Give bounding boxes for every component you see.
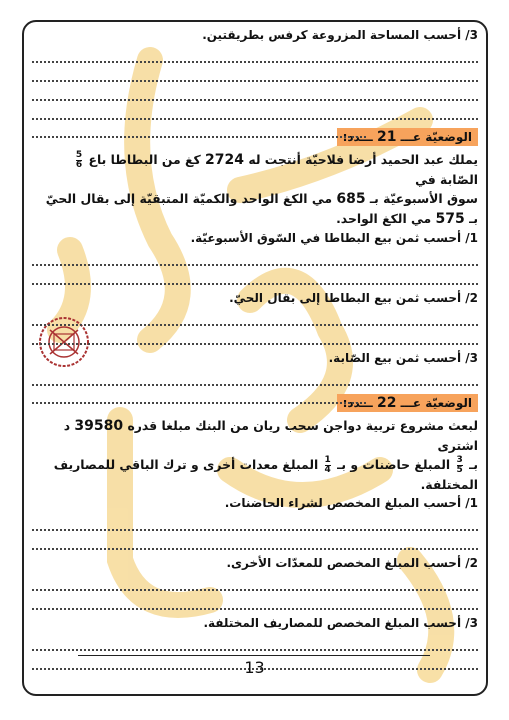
footer-divider <box>78 655 430 656</box>
situation-22-heading: الوضعيّة عـــ 22 ـــدد: <box>337 394 478 412</box>
answer-line <box>32 63 478 82</box>
question-previous-3: 3/ أحسب المساحة المزروعة كرفس بطريقتين. <box>202 28 478 42</box>
situation-21-question-2: 2/ أحسب ثمن بيع البطاطا إلى بقال الحيّ. <box>229 291 478 305</box>
heading-dotted-line <box>32 136 366 138</box>
situation-21-text-line-2: سوق الأسبوعيّة بـ 685 مي الكغ الواحد والكميّة المتبقيّة إلى بقال الحيّ <box>45 191 478 207</box>
worksheet-content <box>32 26 478 670</box>
answer-line <box>32 591 478 610</box>
fraction: $\frac{3}{5}$ <box>456 455 463 475</box>
answer-line <box>32 632 478 651</box>
situation-21-question-1: 1/ أحسب ثمن بيع البطاطا في السّوق الأسبوعيّة. <box>190 231 478 245</box>
situation-21-text-line-3: بـ 575 مي الكغ الواحد. <box>336 211 478 227</box>
situation-22-question-3: 3/ أحسب المبلغ المخصص للمصاريف المختلفة. <box>203 616 478 630</box>
situation-22-question-2: 2/ أحسب المبلغ المخصص للمعدّات الأخرى. <box>226 556 478 570</box>
heading-dotted-line <box>32 402 366 404</box>
answer-line <box>32 367 478 386</box>
answer-line <box>32 101 478 120</box>
situation-22-text-line-1: لبعث مشروع تربية دواجن سحب ريان من البنك مبلغا قدره 39580 د اشترى <box>63 418 478 453</box>
answer-line <box>32 572 478 591</box>
situation-21-heading-row <box>32 126 478 150</box>
situation-22-heading-row <box>32 392 478 416</box>
answer-line <box>32 307 478 326</box>
situation-22-text-line-2: بـ $\frac{3}{5}$ المبلغ حاضنات و بـ $\frac{1}{4}$ المبلغ معدات أخرى و ترك الباقي للمصاريف المختلفة. <box>53 455 478 492</box>
answer-line <box>32 44 478 63</box>
situation-21-question-3: 3/ أحسب ثمن بيع الصّابة. <box>328 351 478 365</box>
answer-line <box>32 82 478 101</box>
situation-21-text-line-1: يملك عبد الحميد أرضا فلاحيّة أنتجت له 2724 كغ من البطاطا باع $\frac{5}{6}$ الصّابة في <box>75 150 478 187</box>
situation-22-question-1: 1/ أحسب المبلغ المخصص لشراء الحاضنات. <box>224 496 478 510</box>
answer-line <box>32 531 478 550</box>
answer-line <box>32 326 478 345</box>
answer-line <box>32 266 478 285</box>
answer-line <box>32 512 478 531</box>
answer-line <box>32 247 478 266</box>
situation-21-heading: الوضعيّة عـــ 21 ـــدد: <box>337 128 478 146</box>
page-number: 13 <box>244 658 265 677</box>
fraction: $\frac{5}{6}$ <box>75 150 83 170</box>
fraction: $\frac{1}{4}$ <box>324 455 331 475</box>
